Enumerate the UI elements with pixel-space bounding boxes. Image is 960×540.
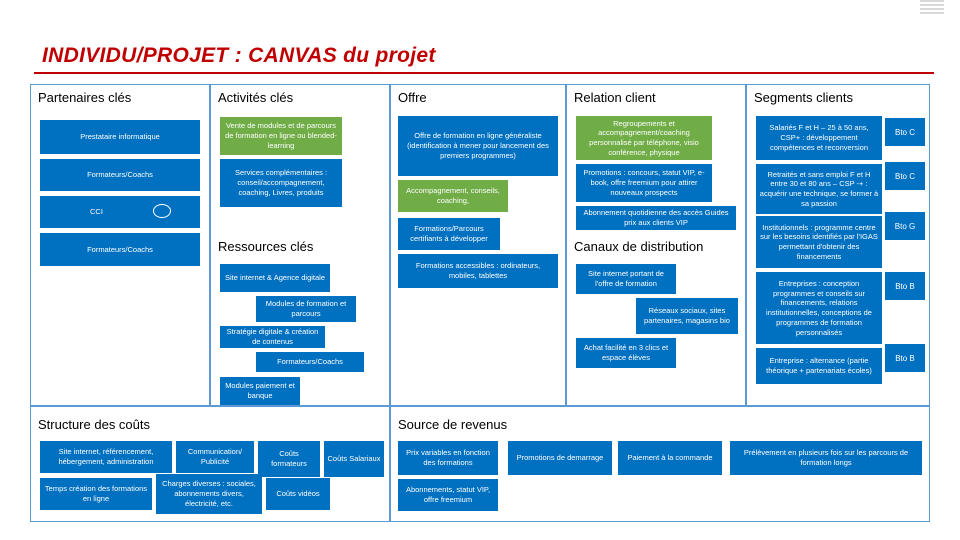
header-offre: Offre — [398, 90, 427, 105]
cout-item: Communication/ Publicité — [176, 441, 254, 473]
segment-tag: Bto G — [885, 212, 925, 240]
relation-item: Regroupements et accompagnement/coaching personnalisé par téléphone, visio conférence, physique — [576, 116, 712, 160]
cout-item: Coûts Salariaux — [324, 441, 384, 477]
header-relation: Relation client — [574, 90, 656, 105]
partenaire-item: Formateurs/Coachs — [40, 159, 200, 191]
segment-tag: Bto B — [885, 344, 925, 372]
revenu-item: Prélèvement en plusieurs fois sur les parcours de formation longs — [730, 441, 922, 475]
cout-item: Coûts formateurs — [258, 441, 320, 477]
segment-tag: Bto B — [885, 272, 925, 300]
relation-item: Promotions : concours, statut VIP, e-book, offre freemium pour attirer nouveaux prospects — [576, 164, 712, 202]
page-title: INDIVIDU/PROJET : CANVAS du projet — [42, 44, 436, 67]
segment-tag: Bto C — [885, 162, 925, 190]
revenu-item: Abonnements, statut VIP, offre freemium — [398, 479, 498, 511]
header-segments: Segments clients — [754, 90, 853, 105]
activite-item: Services complémentaires : conseil/accompagnement, coaching, Livres, produits — [220, 159, 342, 207]
offre-item: Accompagnement, conseils, coaching, — [398, 180, 508, 212]
offre-item: Offre de formation en ligne généraliste (identification à mener pour lancement des premiers programmes) — [398, 116, 558, 176]
ressource-item: Stratégie digitale & création de contenus — [220, 326, 325, 348]
canal-item: Achat facilité en 3 clics et espace élèves — [576, 338, 676, 368]
cout-item: Temps création des formations en ligne — [40, 478, 152, 510]
corner-decoration — [920, 0, 944, 18]
partenaire-item: Formateurs/Coachs — [40, 233, 200, 266]
partenaire-cci-label: CCI — [90, 207, 103, 217]
header-canaux: Canaux de distribution — [574, 239, 704, 254]
handshake-icon — [153, 204, 171, 218]
segment-item: Entreprises : conception programmes et conseils sur financements, relations institutionnelles, conceptions de programmes de formation personnalisés — [756, 272, 882, 344]
ressource-item: Formateurs/Coachs — [256, 352, 364, 372]
canal-item: Réseaux sociaux, sites partenaires, magasins bio — [636, 298, 738, 334]
header-couts: Structure des coûts — [38, 417, 150, 432]
revenu-item: Prix variables en fonction des formations — [398, 441, 498, 475]
header-ressources: Ressources clés — [218, 239, 314, 254]
revenu-item: Promotions de demarrage — [508, 441, 612, 475]
segment-item: Salariés F et H – 25 à 50 ans, CSP+ : développement compétences et reconversion — [756, 116, 882, 160]
offre-item: Formations accessibles : ordinateurs, mobiles, tablettes — [398, 254, 558, 288]
segment-item: Entreprise : alternance (partie théorique + partenariats écoles) — [756, 348, 882, 384]
cout-item: Charges diverses : sociales, abonnements divers, électricité, etc. — [156, 474, 262, 514]
segment-tag: Bto C — [885, 118, 925, 146]
activite-item: Vente de modules et de parcours de formation en ligne ou blended-learning — [220, 117, 342, 155]
header-activites: Activités clés — [218, 90, 294, 105]
canal-item: Site internet portant de l'offre de formation — [576, 264, 676, 294]
title-underline — [34, 72, 934, 74]
ressource-item: Modules de formation et parcours — [256, 296, 356, 322]
partenaire-item: Prestataire informatique — [40, 120, 200, 154]
segment-item: Retraités et sans emploi F et H entre 30 et 80 ans – CSP -+ : acquérir une technique, se former à sa passion — [756, 164, 882, 214]
relation-item: Abonnement quotidienne des accès Guides prix aux clients VIP — [576, 206, 736, 230]
ressource-item: Site internet & Agence digitale — [220, 264, 330, 292]
cout-item: Site internet, référencement, hébergement, administration — [40, 441, 172, 473]
segment-item: Institutionnels : programme centre sur les besoins identifiés par l'IGAS permettant d'obtenir des financements — [756, 216, 882, 268]
header-revenus: Source de revenus — [398, 417, 508, 432]
offre-item: Formations/Parcours certifiants à développer — [398, 218, 500, 250]
cout-item: Coûts vidéos — [266, 478, 330, 510]
ressource-item: Modules paiement et banque — [220, 377, 300, 405]
revenu-item: Paiement à la commande — [618, 441, 722, 475]
partenaire-item — [40, 196, 200, 228]
header-partenaires: Partenaires clés — [38, 90, 132, 105]
